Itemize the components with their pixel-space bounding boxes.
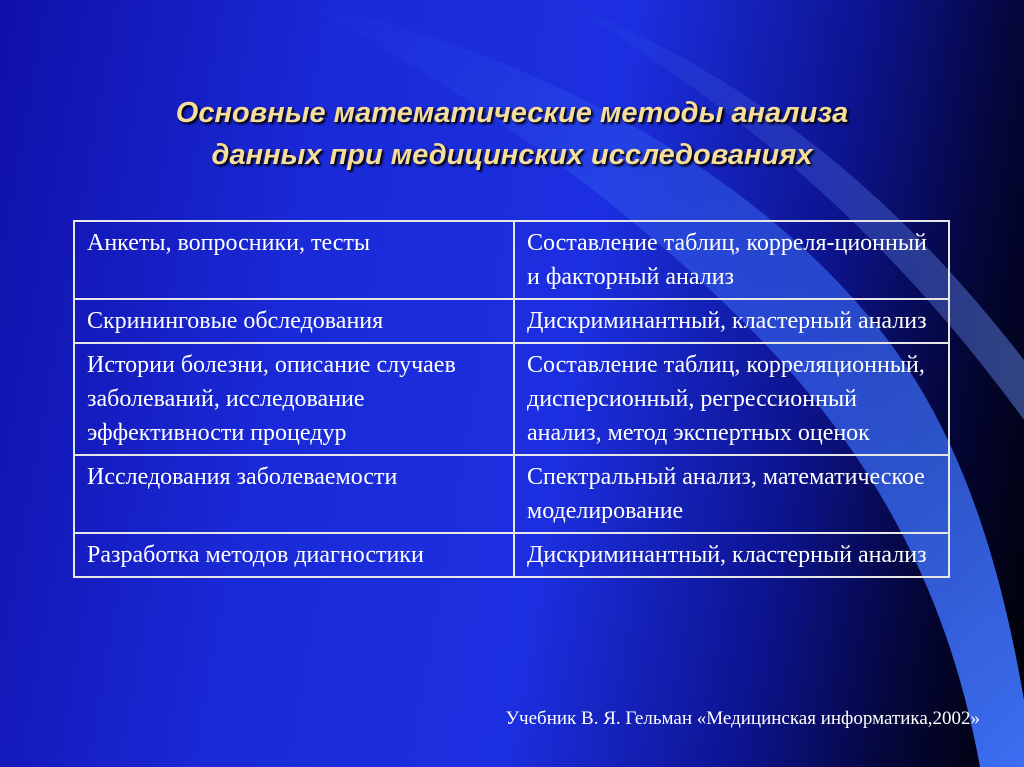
table-cell-methods: Дискриминантный, кластерный анализ	[514, 533, 949, 577]
page-title-line-2: данных при медицинских исследованиях	[211, 139, 813, 171]
table-cell-methods: Составление таблиц, корреля-ционный и факторный анализ	[514, 221, 949, 299]
table-row	[74, 455, 949, 533]
table-row	[74, 343, 949, 455]
table-cell-methods: Дискриминантный, кластерный анализ	[514, 299, 949, 343]
table-row	[74, 221, 949, 299]
table-row	[74, 299, 949, 343]
page-title-line-1: Основные математические методы анализа	[175, 97, 849, 129]
page-title	[60, 92, 964, 176]
table-cell-methods: Спектральный анализ, математическое моделирование	[514, 455, 949, 533]
table-cell-source: Анкеты, вопросники, тесты	[74, 221, 514, 299]
table-cell-source: Истории болезни, описание случаев заболеваний, исследование эффективности процедур	[74, 343, 514, 455]
table-cell-source: Разработка методов диагностики	[74, 533, 514, 577]
table-cell-source: Скрининговые обследования	[74, 299, 514, 343]
table-cell-methods: Составление таблиц, корреляционный, дисперсионный, регрессионный анализ, метод экспертных оценок	[514, 343, 949, 455]
table-row	[74, 533, 949, 577]
table-cell-source: Исследования заболеваемости	[74, 455, 514, 533]
methods-table	[73, 220, 950, 578]
source-citation: Учебник В. Я. Гельман «Медицинская информатика,2002»	[505, 708, 980, 729]
